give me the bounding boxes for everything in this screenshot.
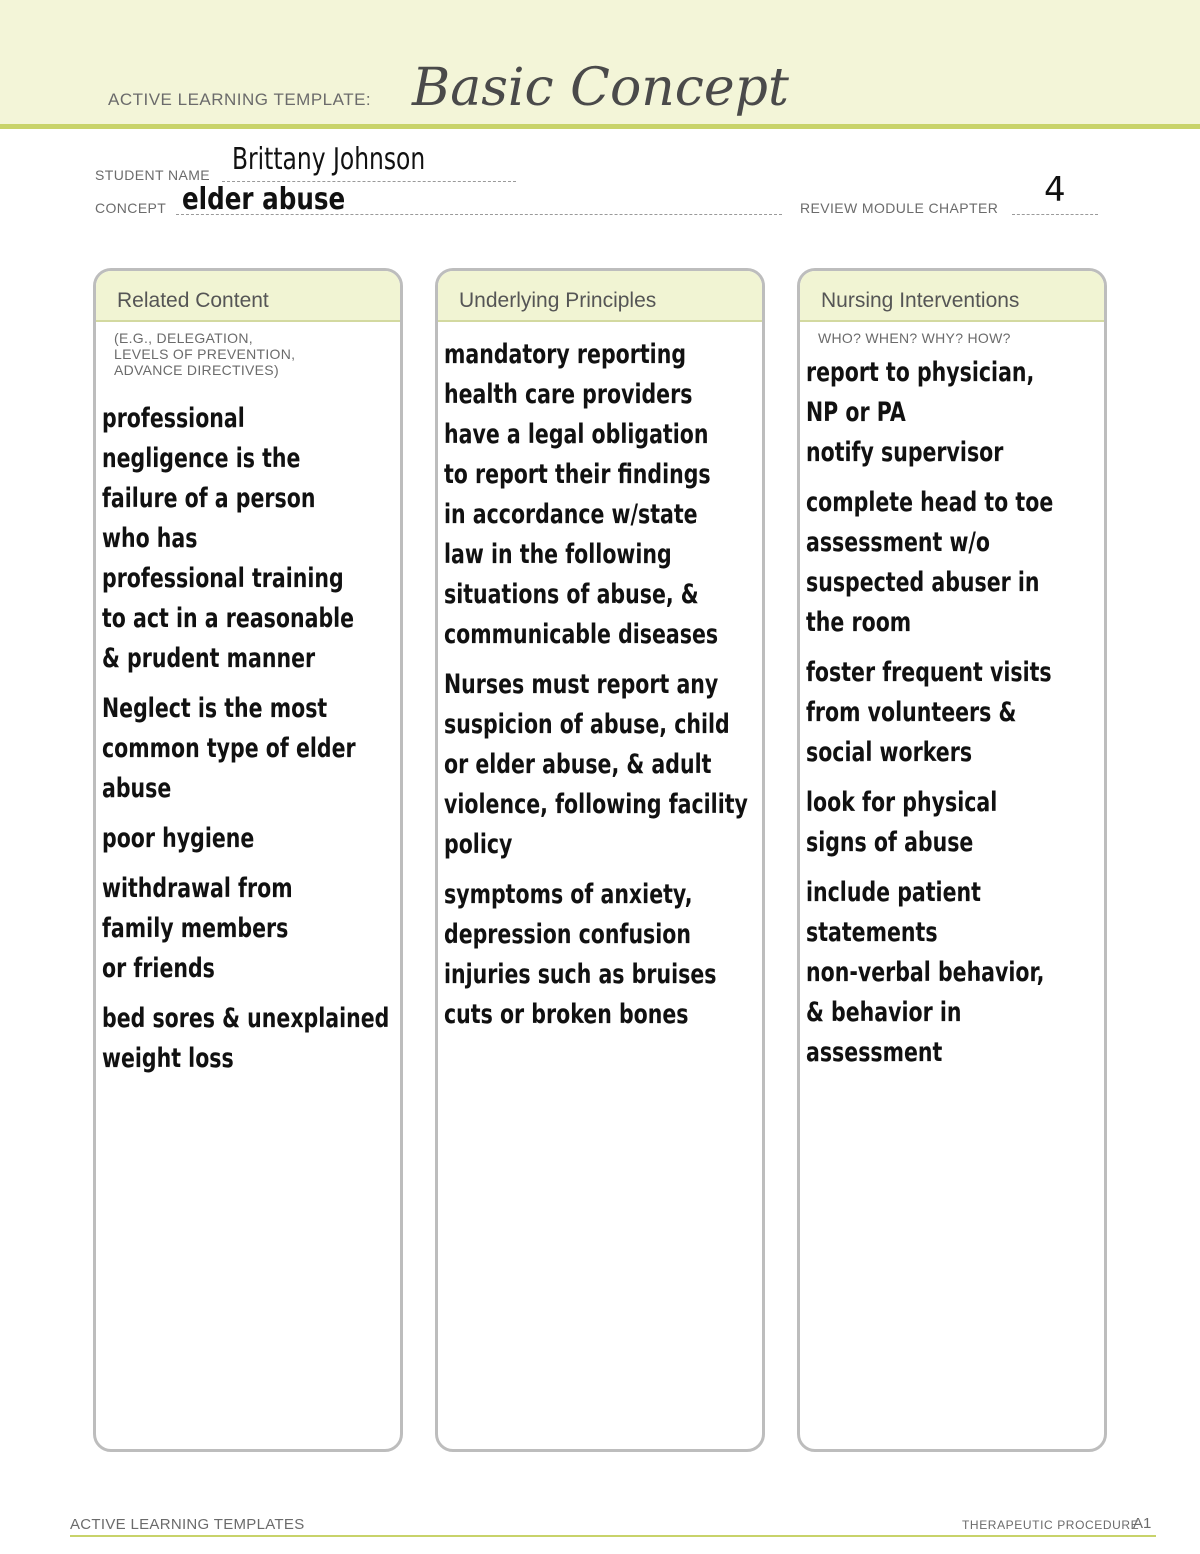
handwritten-note-line: assessment [806,1037,943,1068]
handwritten-note-line: professional training [102,563,344,594]
note-gap [806,773,1100,783]
nursing-interventions-hint [800,322,1104,346]
handwritten-note-line: symptoms of anxiety, [444,879,693,910]
handwritten-note-line: poor hygiene [102,823,255,854]
handwritten-note-line: health care providers [444,379,693,410]
handwritten-note-line: statements [806,917,938,948]
student-name-value[interactable]: Brittany Johnson [232,142,426,177]
header-rule [0,124,1200,129]
handwritten-note-line: to report their findings [444,459,711,490]
student-name-label: STUDENT NAME [95,167,210,183]
handwritten-note-line: law in the following [444,539,672,570]
note-gap [806,643,1100,653]
handwritten-note-line: foster frequent visits [806,657,1052,688]
handwritten-note-line: failure of a person [102,483,316,514]
handwritten-note-line: complete head to toe [806,487,1054,518]
handwritten-note-line: Neglect is the most [102,693,328,724]
related-content-heading: Related Content [96,271,400,322]
handwritten-note-line: negligence is the [102,443,301,474]
hint-line: WHO? WHEN? WHY? HOW? [818,330,1011,346]
handwritten-note-line: or friends [102,953,215,984]
concept-label: CONCEPT [95,200,167,216]
note-gap [444,655,758,665]
template-label: ACTIVE LEARNING TEMPLATE: [108,90,372,109]
handwritten-note-line: the room [806,607,912,638]
handwritten-note-line: suspected abuser in [806,567,1040,598]
review-module-line [1012,214,1098,215]
related-content-hint [96,322,400,378]
handwritten-note-line: who has [102,523,198,554]
footer-left: ACTIVE LEARNING TEMPLATES [70,1516,305,1533]
underlying-principles-notes [444,335,758,1035]
handwritten-note-line: report to physician, [806,357,1035,388]
note-gap [102,679,396,689]
handwritten-note-line: look for physical [806,787,998,818]
handwritten-note-line: or elder abuse, & adult [444,749,712,780]
handwritten-note-line: withdrawal from [102,873,293,904]
handwritten-note-line: in accordance w/state [444,499,698,530]
handwritten-note-line: weight loss [102,1043,234,1074]
handwritten-note-line: cuts or broken bones [444,999,689,1030]
handwritten-note-line: & behavior in [806,997,962,1028]
hint-line: ADVANCE DIRECTIVES) [114,362,279,378]
note-gap [444,865,758,875]
review-module-value[interactable]: 4 [1044,170,1066,210]
handwritten-note-line: & prudent manner [102,643,316,674]
page-title: Basic Concept [412,58,789,118]
handwritten-note-line: communicable diseases [444,619,719,650]
note-gap [102,989,396,999]
handwritten-note-line: injuries such as bruises [444,959,717,990]
handwritten-note-line: suspicion of abuse, child [444,709,730,740]
footer-code: A1 [1133,1515,1152,1532]
hint-line: (E.G., DELEGATION, [114,330,253,346]
handwritten-note-line: have a legal obligation [444,419,709,450]
handwritten-note-line: professional [102,403,245,434]
concept-value[interactable]: elder abuse [182,182,346,217]
handwritten-note-line: abuse [102,773,172,804]
note-gap [806,473,1100,483]
handwritten-note-line: notify supervisor [806,437,1004,468]
handwritten-note-line: family members [102,913,289,944]
hint-line: LEVELS OF PREVENTION, [114,346,296,362]
handwritten-note-line: from volunteers & [806,697,1017,728]
handwritten-note-line: situations of abuse, & [444,579,699,610]
handwritten-note-line: to act in a reasonable [102,603,355,634]
underlying-principles-heading: Underlying Principles [438,271,762,322]
handwritten-note-line: violence, following facility [444,789,748,820]
note-gap [806,863,1100,873]
handwritten-note-line: social workers [806,737,973,768]
handwritten-note-line: mandatory reporting [444,339,687,370]
footer-rule [70,1535,1156,1537]
handwritten-note-line: Nurses must report any [444,669,719,700]
nursing-interventions-notes [806,353,1100,1073]
handwritten-note-line: common type of elder [102,733,356,764]
handwritten-note-line: signs of abuse [806,827,974,858]
review-module-label: REVIEW MODULE CHAPTER [800,200,999,216]
related-content-notes [102,399,396,1079]
nursing-interventions-box [797,268,1107,1452]
footer-right: THERAPEUTIC PROCEDURE [962,1518,1140,1532]
handwritten-note-line: depression confusion [444,919,692,950]
nursing-interventions-heading: Nursing Interventions [800,271,1104,322]
handwritten-note-line: bed sores & unexplained [102,1003,390,1034]
underlying-principles-box [435,268,765,1452]
note-gap [102,859,396,869]
handwritten-note-line: non-verbal behavior, [806,957,1045,988]
note-gap [102,809,396,819]
related-content-box [93,268,403,1452]
handwritten-note-line: include patient [806,877,981,908]
handwritten-note-line: policy [444,829,513,860]
handwritten-note-line: NP or PA [806,397,906,428]
handwritten-note-line: assessment w/o [806,527,991,558]
